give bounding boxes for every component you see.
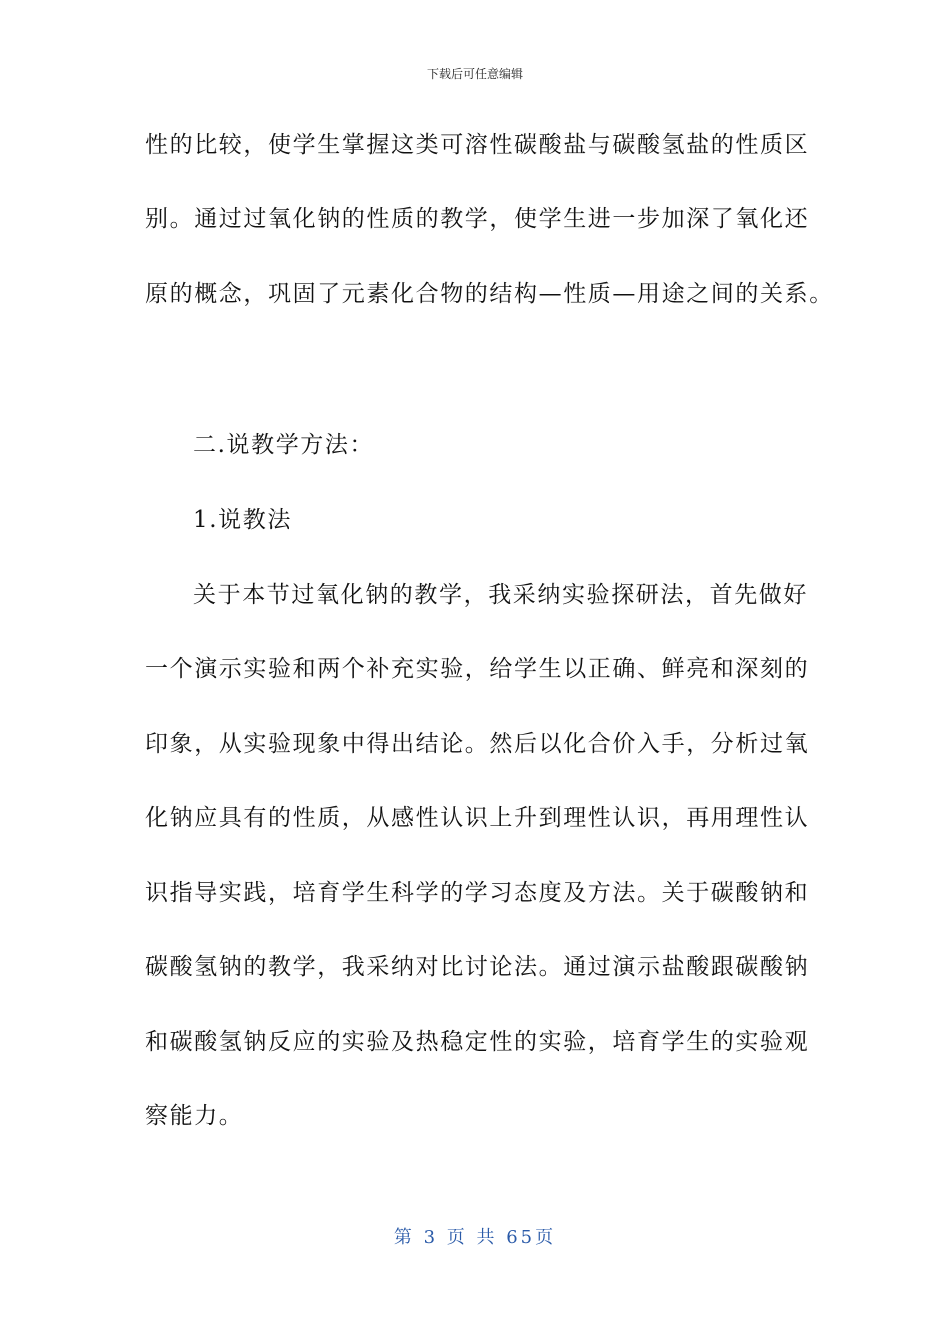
body-line: 和碳酸氢钠反应的实验及热稳定性的实验，培育学生的实验观 (145, 1029, 810, 1055)
body-line: 关于本节过氧化钠的教学，我采纳实验探研法，首先做好 (193, 582, 808, 608)
section-heading: 二.说教学方法： (193, 432, 375, 458)
body-line: 化钠应具有的性质，从感性认识上升到理性认识，再用理性认 (145, 805, 810, 831)
body-line: 识指导实践，培育学生科学的学习态度及方法。关于碳酸钠和 (145, 880, 810, 906)
body-line: 一个演示实验和两个补充实验，给学生以正确、鲜亮和深刻的 (145, 656, 810, 682)
body-line: 碳酸氢钠的教学，我采纳对比讨论法。通过演示盐酸跟碳酸钠 (145, 954, 810, 980)
subsection-heading: 1.说教法 (193, 507, 292, 533)
body-line: 印象，从实验现象中得出结论。然后以化合价入手，分析过氧 (145, 731, 810, 757)
body-line: 察能力。 (145, 1103, 244, 1129)
body-line: 别。通过过氧化钠的性质的教学，使学生进一步加深了氧化还 (145, 206, 810, 232)
page-number-footer: 第 3 页 共 65页 (393, 1227, 557, 1248)
body-line: 原的概念，巩固了元素化合物的结构—性质—用途之间的关系。 (145, 281, 834, 307)
page-header: 下载后可任意编辑 (426, 67, 523, 81)
body-line: 性的比较，使学生掌握这类可溶性碳酸盐与碳酸氢盐的性质区 (145, 132, 810, 158)
